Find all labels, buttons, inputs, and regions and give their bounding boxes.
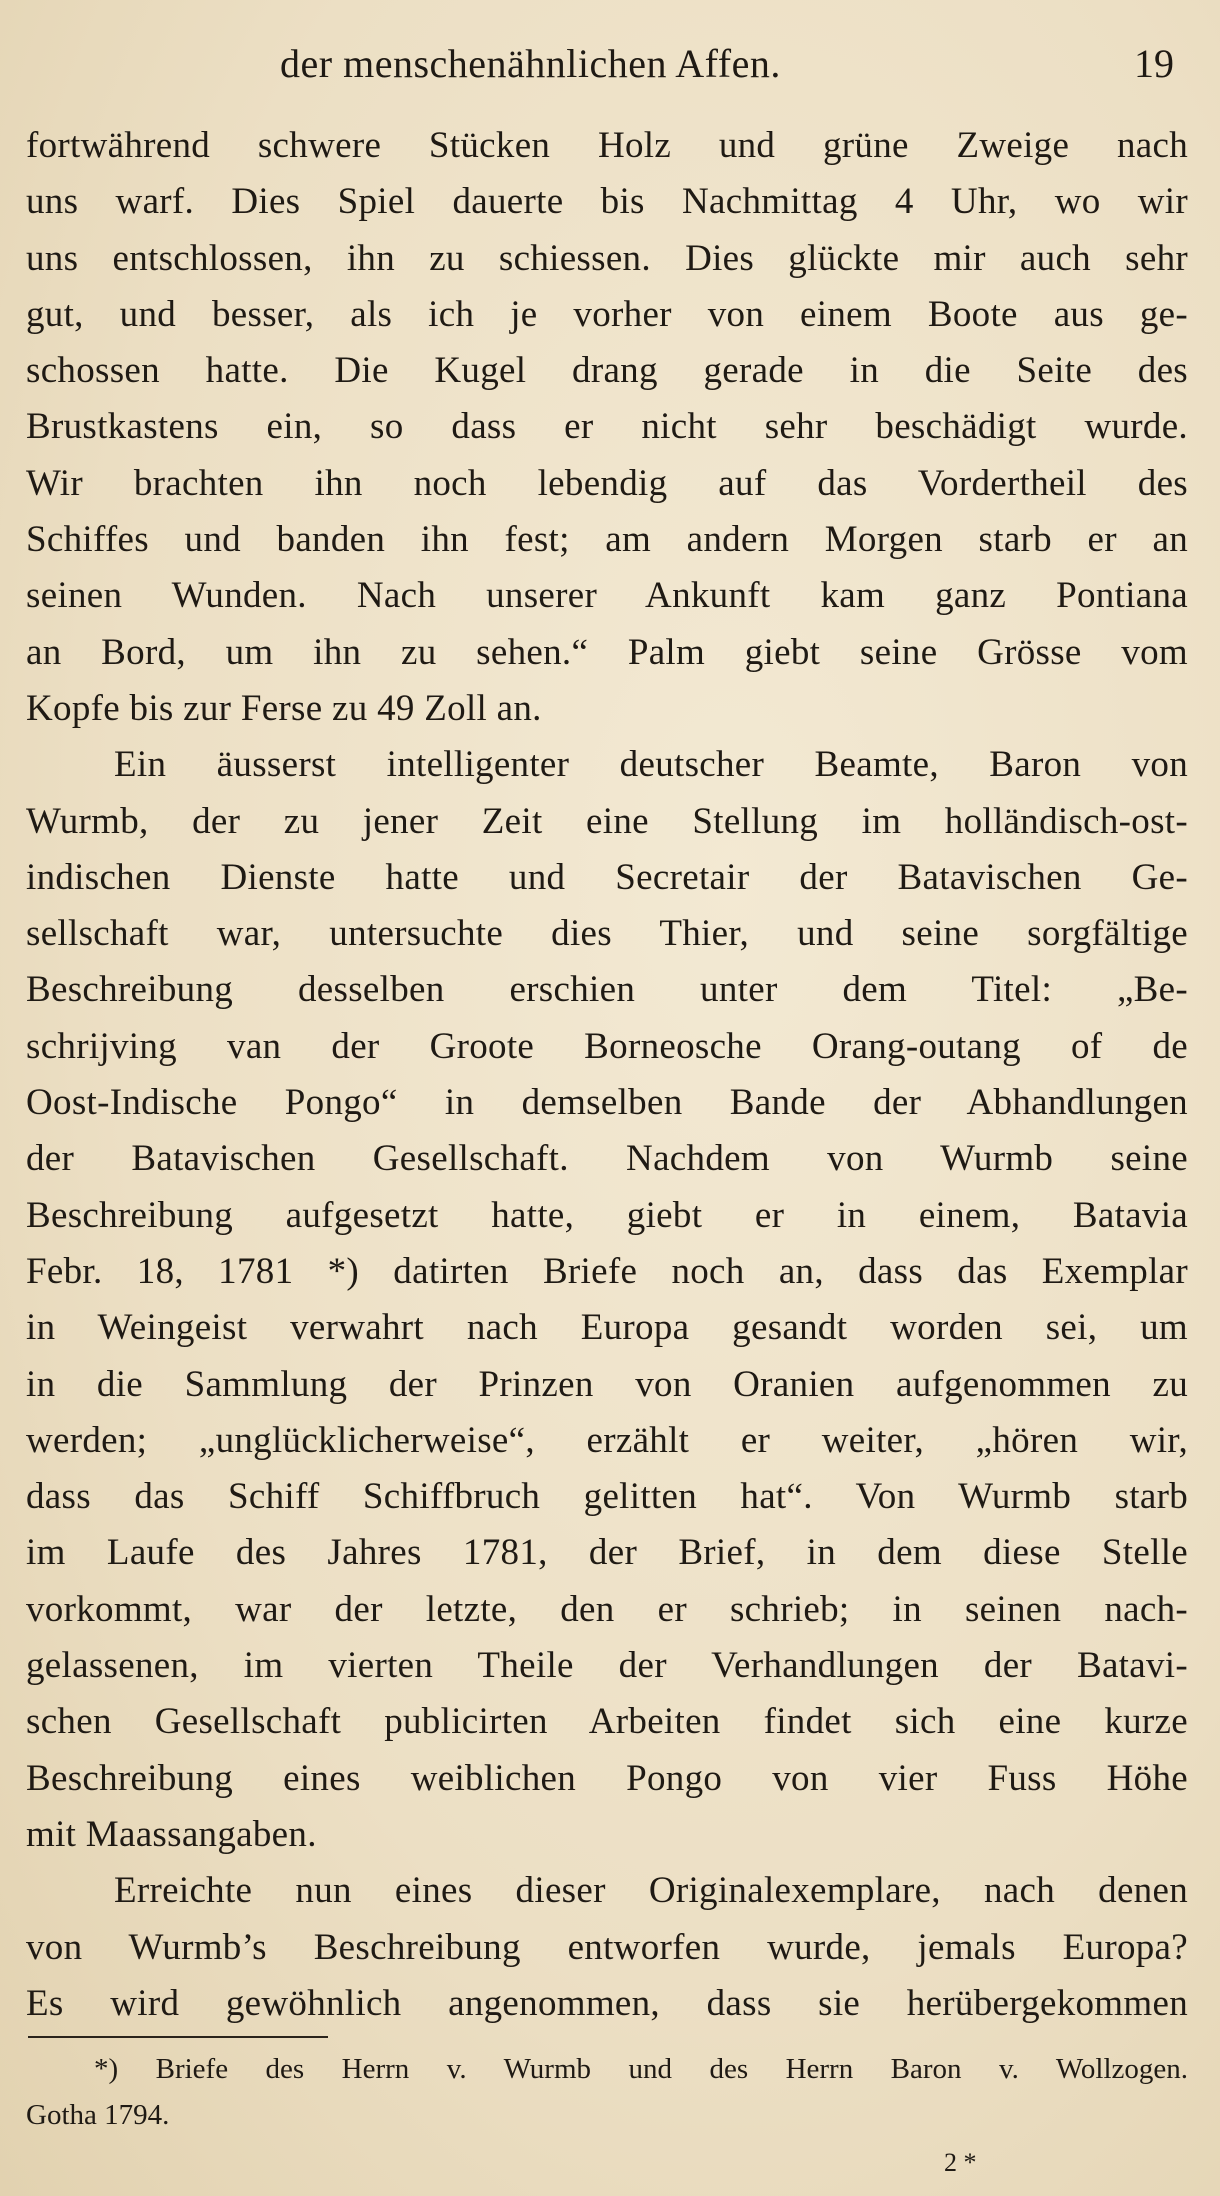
footnote-line: Gotha 1794. bbox=[26, 2099, 170, 2131]
text-line: seinen Wunden. Nach unserer Ankunft kam ganz Pontiana bbox=[26, 575, 1188, 617]
footnote-rule bbox=[28, 2036, 328, 2038]
text-line: dass das Schiff Schiffbruch gelitten hat“. Von Wurmb starb bbox=[26, 1476, 1188, 1518]
text-line: Brustkastens ein, so dass er nicht sehr beschädigt wurde. bbox=[26, 406, 1188, 448]
text-line-paragraph-end: mit Maassangaben. bbox=[26, 1813, 317, 1855]
text-line: Beschreibung eines weiblichen Pongo von vier Fuss Höhe bbox=[26, 1757, 1188, 1799]
text-line: in Weingeist verwahrt nach Europa gesandt worden sei, um bbox=[26, 1307, 1188, 1349]
text-line: gut, und besser, als ich je vorher von einem Boote aus ge- bbox=[26, 293, 1188, 335]
text-line: Beschreibung desselben erschien unter dem Titel: „Be- bbox=[26, 969, 1188, 1011]
text-line: Febr. 18, 1781 *) datirten Briefe noch an, dass das Exemplar bbox=[26, 1250, 1188, 1292]
text-line: werden; „unglücklicherweise“, erzählt er weiter, „hören wir, bbox=[26, 1419, 1188, 1461]
text-line: uns warf. Dies Spiel dauerte bis Nachmittag 4 Uhr, wo wir bbox=[26, 181, 1188, 223]
text-line: uns entschlossen, ihn zu schiessen. Dies glückte mir auch sehr bbox=[26, 237, 1188, 279]
text-line: Wurmb, der zu jener Zeit eine Stellung im holländisch-ost- bbox=[26, 800, 1188, 842]
text-line: schen Gesellschaft publicirten Arbeiten findet sich eine kurze bbox=[26, 1701, 1188, 1743]
running-title: der menschenähnlichen Affen. bbox=[280, 41, 781, 86]
text-line-paragraph-end: Kopfe bis zur Ferse zu 49 Zoll an. bbox=[26, 687, 542, 729]
text-line: von Wurmb’s Beschreibung entworfen wurde, jemals Europa? bbox=[26, 1926, 1188, 1968]
text-line: Oost-Indische Pongo“ in demselben Bande der Abhandlungen bbox=[26, 1082, 1188, 1124]
text-line: an Bord, um ihn zu sehen.“ Palm giebt seine Grösse vom bbox=[26, 631, 1188, 673]
text-line: gelassenen, im vierten Theile der Verhandlungen der Batavi- bbox=[26, 1645, 1188, 1687]
text-line: der Batavischen Gesellschaft. Nachdem von Wurmb seine bbox=[26, 1138, 1188, 1180]
text-line: schrijving van der Groote Borneosche Orang-outang of de bbox=[26, 1025, 1188, 1067]
text-line-paragraph-start: Erreichte nun eines dieser Originalexemplare, nach denen bbox=[114, 1870, 1188, 1912]
footnote bbox=[26, 2046, 1188, 2138]
page-number: 19 bbox=[1134, 41, 1174, 86]
text-line: Beschreibung aufgesetzt hatte, giebt er in einem, Batavia bbox=[26, 1194, 1188, 1236]
footnote-line: *) Briefe des Herrn v. Wurmb und des Herrn Baron v. Wollzogen. bbox=[94, 2053, 1188, 2085]
running-head bbox=[0, 40, 1220, 96]
text-line: vorkommt, war der letzte, den er schrieb; in seinen nach- bbox=[26, 1588, 1188, 1630]
text-line: Schiffes und banden ihn fest; am andern Morgen starb er an bbox=[26, 519, 1188, 561]
text-line: schossen hatte. Die Kugel drang gerade in die Seite des bbox=[26, 350, 1188, 392]
text-line: in die Sammlung der Prinzen von Oranien aufgenommen zu bbox=[26, 1363, 1188, 1405]
signature-mark: 2 * bbox=[944, 2148, 977, 2177]
text-line-paragraph-start: Ein äusserst intelligenter deutscher Beamte, Baron von bbox=[114, 744, 1188, 786]
text-line: sellschaft war, untersuchte dies Thier, und seine sorgfältige bbox=[26, 913, 1188, 955]
text-line: indischen Dienste hatte und Secretair der Batavischen Ge- bbox=[26, 856, 1188, 898]
text-line: Wir brachten ihn noch lebendig auf das Vordertheil des bbox=[26, 462, 1188, 504]
body-text bbox=[26, 118, 1188, 2032]
text-line: im Laufe des Jahres 1781, der Brief, in dem diese Stelle bbox=[26, 1532, 1188, 1574]
text-line: fortwährend schwere Stücken Holz und grüne Zweige nach bbox=[26, 125, 1188, 166]
text-line: Es wird gewöhnlich angenommen, dass sie herübergekommen bbox=[26, 1982, 1188, 2024]
